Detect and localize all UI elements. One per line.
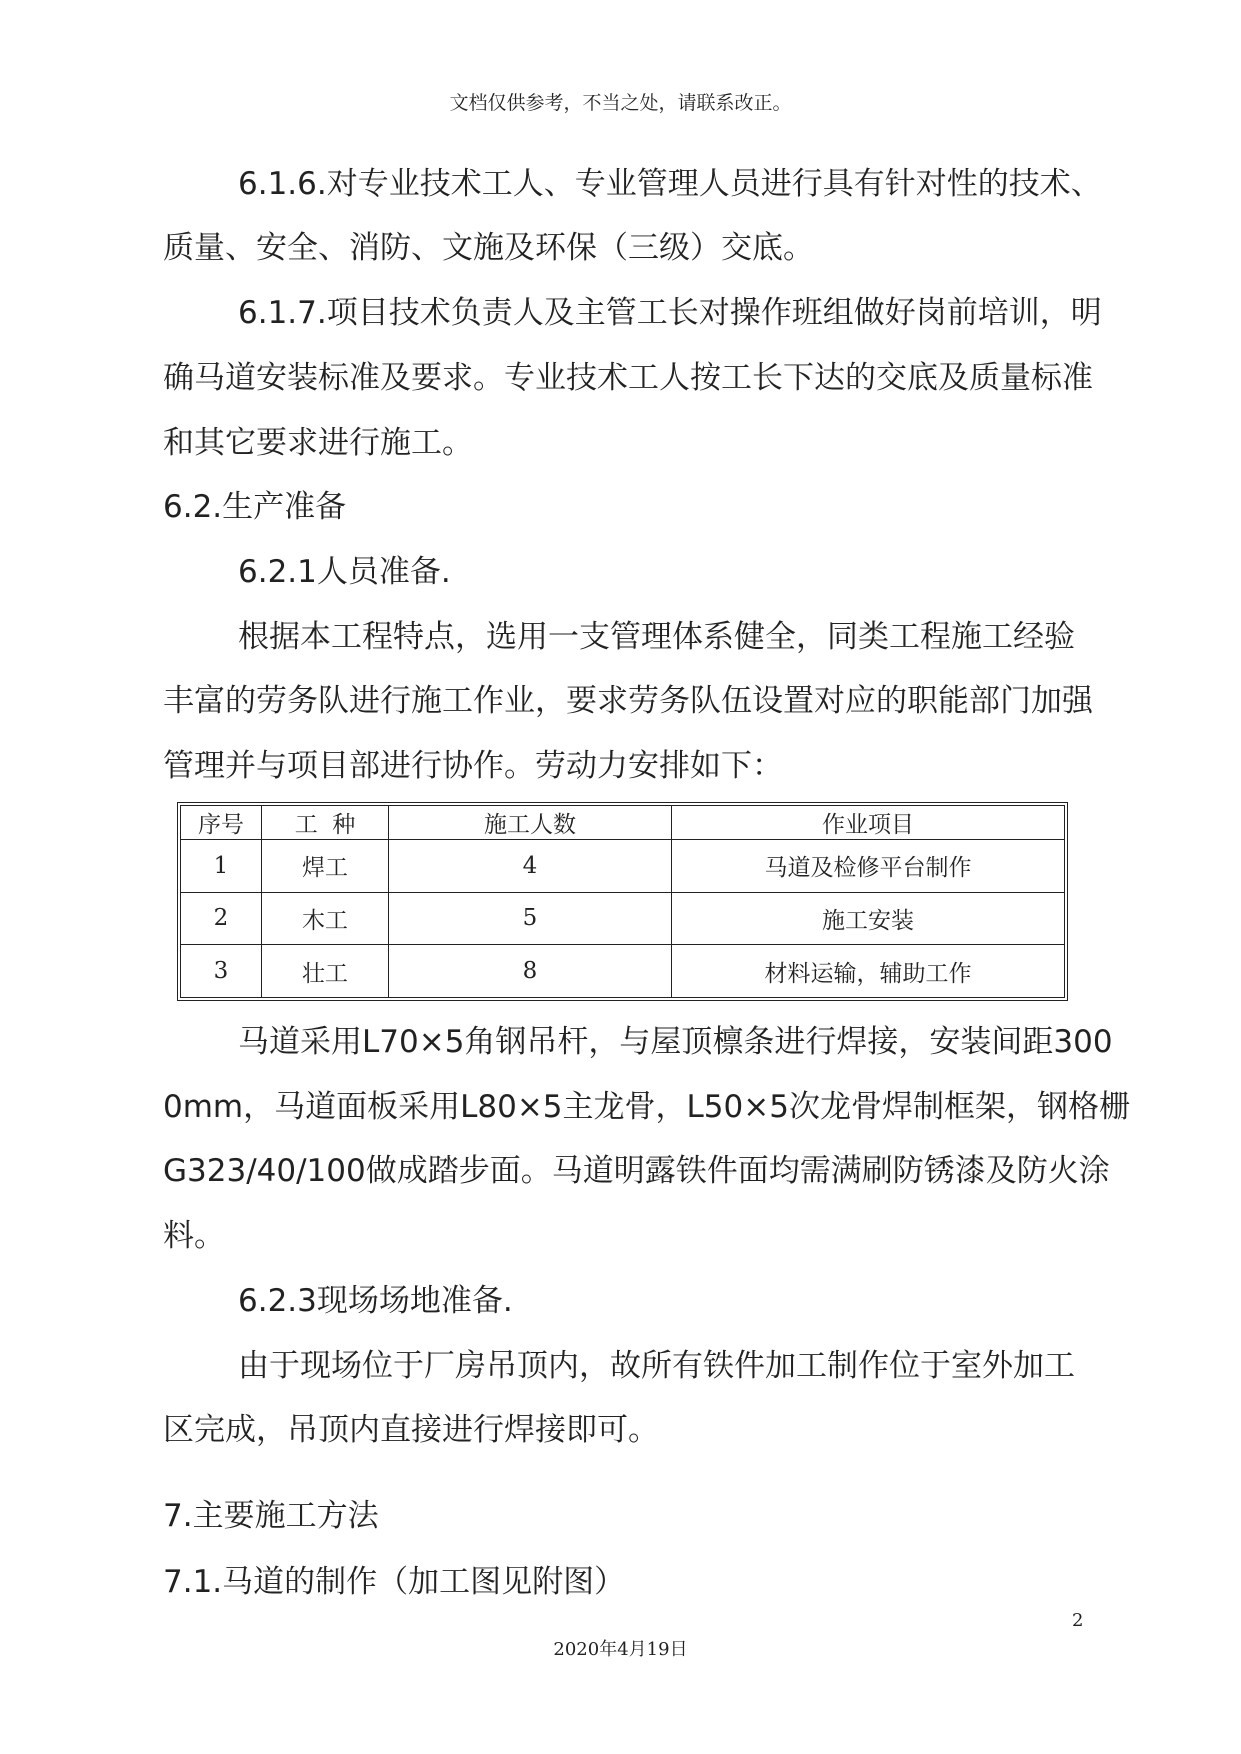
table-cell: 3 [181, 945, 262, 998]
footer-date: 2020年4月19日 [553, 1639, 688, 1660]
paragraph-line: 质量、安全、消防、文施及环保（三级）交底。 [163, 230, 814, 266]
paragraph-line: 0mm，马道面板采用L80×5主龙骨，L50×5次龙骨焊制框架，钢格栅 [163, 1089, 1130, 1125]
table-cell: 材料运输，辅助工作 [672, 945, 1065, 998]
paragraph-line: G323/40/100做成踏步面。马道明露铁件面均需满刷防锈漆及防火涂 [163, 1153, 1110, 1189]
header-cell: 作业项目 [672, 806, 1065, 840]
subsection-heading: 6.2.1人员准备. [238, 554, 451, 590]
table-cell: 壮工 [262, 945, 389, 998]
paragraph-line: 马道采用L70×5角钢吊杆，与屋顶檩条进行焊接，安装间距300 [238, 1024, 1113, 1060]
table-cell: 1 [181, 840, 262, 893]
table-row [181, 892, 1065, 945]
paragraph-line: 6.1.6.对专业技术工人、专业管理人员进行具有针对性的技术、 [238, 166, 1102, 202]
paragraph-line: 料。 [163, 1218, 225, 1254]
header-cell: 施工人数 [389, 806, 672, 840]
header-note: 文档仅供参考，不当之处，请联系改正。 [449, 92, 792, 114]
table-cell: 木工 [262, 892, 389, 945]
paragraph-line: 6.1.7.项目技术负责人及主管工长对操作班组做好岗前培训，明 [238, 295, 1102, 331]
table-cell: 8 [389, 945, 672, 998]
table-row [181, 945, 1065, 998]
paragraph-line: 由于现场位于厂房吊顶内，故所有铁件加工制作位于室外加工 [238, 1348, 1075, 1384]
subsection-heading: 6.2.3现场场地准备. [238, 1283, 513, 1319]
table-cell: 2 [181, 892, 262, 945]
header-cell: 序号 [181, 806, 262, 840]
paragraph-line: 区完成，吊顶内直接进行焊接即可。 [163, 1412, 659, 1448]
table-cell: 马道及检修平台制作 [672, 840, 1065, 893]
header-cell: 工 种 [262, 806, 389, 840]
paragraph-line: 确马道安装标准及要求。专业技术工人按工长下达的交底及质量标准 [163, 360, 1093, 396]
paragraph-line: 管理并与项目部进行协作。劳动力安排如下： [163, 748, 783, 784]
paragraph-line: 和其它要求进行施工。 [163, 425, 473, 461]
section-heading: 6.2.生产准备 [163, 489, 347, 525]
table-header-row [181, 806, 1065, 840]
table-cell: 5 [389, 892, 672, 945]
section-heading: 7.1.马道的制作（加工图见附图） [163, 1564, 626, 1600]
page-number: 2 [1072, 1610, 1084, 1631]
table-cell: 焊工 [262, 840, 389, 893]
labor-table [177, 802, 1068, 1001]
table-cell: 4 [389, 840, 672, 893]
section-heading: 7.主要施工方法 [163, 1498, 379, 1534]
table-cell: 施工安装 [672, 892, 1065, 945]
table-row [181, 840, 1065, 893]
paragraph-line: 丰富的劳务队进行施工作业，要求劳务队伍设置对应的职能部门加强 [163, 683, 1093, 719]
paragraph-line: 根据本工程特点，选用一支管理体系健全，同类工程施工经验 [238, 619, 1075, 655]
